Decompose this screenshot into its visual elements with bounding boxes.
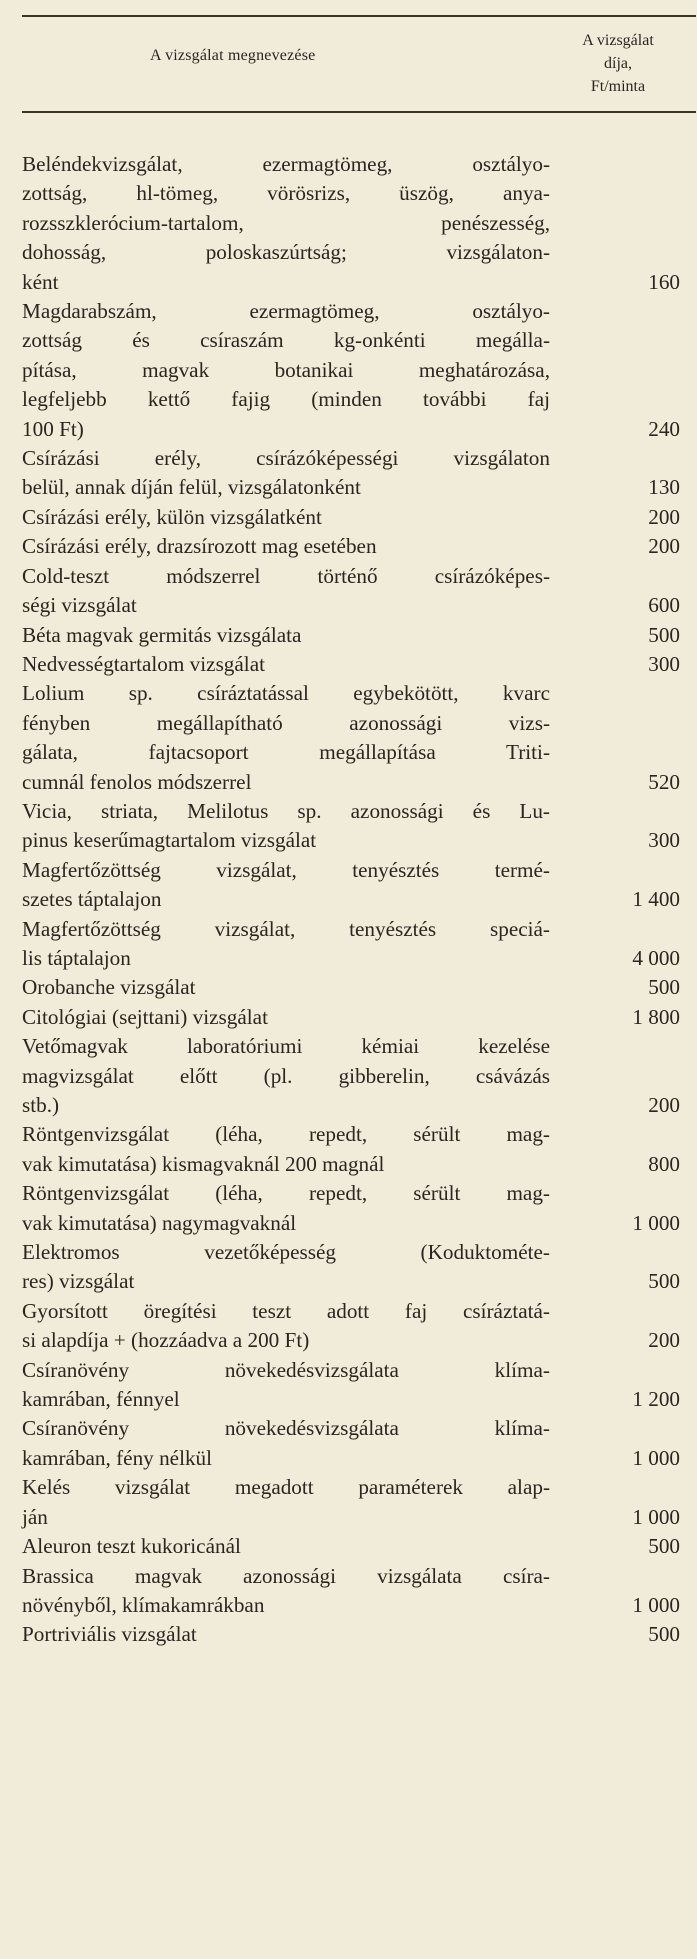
test-price: 200 (648, 504, 680, 529)
test-name-line: Portriviális vizsgálat (22, 1622, 197, 1647)
test-name-line: cumnál fenolos módszerrel (22, 769, 252, 794)
test-name-line: Magfertőzöttség vizsgálat, tenyésztés speciá- (22, 916, 550, 941)
test-name-line: Csíranövény növekedésvizsgálata klíma- (22, 1416, 550, 1441)
table-row (22, 1297, 680, 1356)
test-name-line: Gyorsított öregítési teszt adott faj csíráztatá- (22, 1298, 550, 1323)
table-row (22, 1356, 680, 1415)
test-name-line: kamrában, fénnyel (22, 1387, 180, 1412)
test-price: 130 (648, 475, 680, 500)
test-price: 200 (648, 1093, 680, 1117)
test-name-line: Aleuron teszt kukoricánál (22, 1534, 241, 1559)
test-name-line: belül, annak díján felül, vizsgálatonként (22, 475, 361, 500)
test-price: 240 (648, 416, 680, 441)
column-header-price-line: A vizsgálat (582, 32, 654, 49)
table-row (22, 532, 680, 561)
test-name (22, 150, 550, 297)
test-price: 1 000 (632, 1592, 680, 1617)
test-name-line: kamrában, fény nélkül (22, 1445, 213, 1470)
test-price: 1 000 (632, 1210, 680, 1235)
test-name (22, 621, 550, 650)
test-name-line: szetes táptalajon (22, 887, 162, 912)
table-row (22, 1238, 680, 1297)
test-name-line: Vicia, striata, Melilotus sp. azonossági és Lu- (22, 798, 550, 823)
table-row (22, 444, 680, 503)
test-name-line: Magfertőzöttség vizsgálat, tenyésztés termé- (22, 857, 550, 882)
test-name (22, 1414, 550, 1473)
top-rule (22, 15, 696, 17)
test-price: 500 (648, 975, 680, 1000)
test-name-line: fényben megállapítható azonossági vizs- (22, 710, 550, 735)
test-name-line: legfeljebb kettő fajig (minden további faj (22, 387, 550, 412)
test-name-line: ként (22, 269, 59, 294)
table-row (22, 679, 680, 797)
table-row (22, 797, 680, 856)
test-name (22, 1356, 550, 1415)
test-price: 1 000 (632, 1504, 680, 1529)
test-price: 500 (648, 622, 680, 647)
test-name-line: pítása, magvak botanikai meghatározása, (22, 357, 550, 382)
test-price: 500 (648, 1622, 680, 1647)
test-name-line: 100 Ft) (22, 416, 84, 441)
table-row (22, 562, 680, 621)
column-header-price-line: díja, (604, 55, 632, 72)
test-name (22, 1032, 550, 1120)
table-row (22, 1414, 680, 1473)
column-header-price (535, 29, 675, 98)
table-row (22, 1473, 680, 1532)
table-row (22, 503, 680, 532)
test-name-line: Beléndekvizsgálat, ezermagtömeg, osztályo- (22, 152, 550, 176)
test-name-line: Elektromos vezetőképesség (Koduktométe- (22, 1240, 550, 1265)
test-name-line: Csíranövény növekedésvizsgálata klíma- (22, 1357, 550, 1382)
header-rule (22, 111, 696, 113)
test-name-line: zottság és csíraszám kg-onkénti megálla- (22, 328, 550, 353)
test-name-line: Orobanche vizsgálat (22, 975, 196, 1000)
table-row (22, 621, 680, 650)
test-name (22, 1003, 550, 1032)
test-name (22, 856, 550, 915)
test-name (22, 1297, 550, 1356)
table-row (22, 1003, 680, 1032)
test-name-line: Röntgenvizsgálat (léha, repedt, sérült mag- (22, 1181, 550, 1206)
test-name-line: Béta magvak germitás vizsgálata (22, 622, 302, 647)
test-price: 1 400 (632, 887, 680, 912)
test-price: 200 (648, 534, 680, 559)
test-name-line: Vetőmagvak laboratóriumi kémiai kezelése (22, 1034, 550, 1059)
test-name-line: Nedvességtartalom vizsgálat (22, 651, 265, 676)
test-name-line: Cold-teszt módszerrel történő csírázóképes- (22, 563, 550, 588)
table-row (22, 856, 680, 915)
test-name-line: Magdarabszám, ezermagtömeg, osztályo- (22, 299, 550, 324)
table-row (22, 1120, 680, 1179)
table-row (22, 1562, 680, 1621)
table-row (22, 1620, 680, 1649)
price-table-body (22, 150, 680, 1650)
test-name (22, 797, 550, 856)
test-price: 1 000 (632, 1445, 680, 1470)
test-name-line: gálata, fajtacsoport megállapítása Triti- (22, 740, 550, 765)
test-name (22, 444, 550, 503)
test-name-line: zottság, hl-tömeg, vörösrizs, üszög, anya- (22, 181, 550, 206)
test-name (22, 1562, 550, 1621)
test-name-line: magvizsgálat előtt (pl. gibberelin, csávázás (22, 1063, 550, 1088)
test-price: 200 (648, 1328, 680, 1353)
test-price: 4 000 (632, 945, 680, 970)
table-row (22, 650, 680, 679)
test-name-line: pinus keserűmagtartalom vizsgálat (22, 828, 317, 853)
test-name-line: Citológiai (sejttani) vizsgálat (22, 1004, 268, 1029)
test-name-line: vak kimutatása) nagymagvaknál (22, 1210, 297, 1235)
test-name (22, 503, 550, 532)
test-name-line: si alapdíja + (hozzáadva a 200 Ft) (22, 1328, 310, 1353)
test-name (22, 973, 550, 1002)
test-name (22, 562, 550, 621)
test-name-line: Csírázási erély, külön vizsgálatként (22, 504, 322, 529)
test-name-line: stb.) (22, 1093, 60, 1117)
test-name (22, 1179, 550, 1238)
table-row (22, 1532, 680, 1561)
column-header-name: A vizsgálat megnevezése (150, 47, 316, 64)
test-name (22, 1238, 550, 1297)
table-row (22, 915, 680, 974)
test-price: 800 (648, 1151, 680, 1176)
test-name-line: Csírázási erély, drazsírozott mag esetében (22, 534, 377, 559)
test-name (22, 915, 550, 974)
test-name-line: Lolium sp. csíráztatással egybekötött, kvarc (22, 681, 550, 706)
test-name (22, 1120, 550, 1179)
test-name (22, 1532, 550, 1561)
table-row (22, 1032, 680, 1120)
test-price: 1 200 (632, 1387, 680, 1412)
test-name-line: lis táptalajon (22, 945, 131, 970)
test-name-line: dohosság, poloskaszúrtság; vizsgálaton- (22, 240, 550, 265)
test-name (22, 679, 550, 797)
table-row (22, 1179, 680, 1238)
test-price: 160 (648, 269, 680, 294)
test-name-line: Brassica magvak azonossági vizsgálata csíra- (22, 1563, 550, 1588)
test-name (22, 297, 550, 444)
test-name (22, 1620, 550, 1649)
test-name-line: res) vizsgálat (22, 1269, 135, 1294)
test-price: 600 (648, 593, 680, 618)
test-name-line: Kelés vizsgálat megadott paraméterek alap- (22, 1475, 550, 1500)
test-price: 500 (648, 1534, 680, 1559)
test-price: 520 (648, 769, 680, 794)
test-name-line: rozsszklerócium-tartalom, penészesség, (22, 210, 550, 235)
test-price: 300 (648, 651, 680, 676)
test-name-line: növényből, klímakamrákban (22, 1592, 265, 1617)
test-name (22, 532, 550, 561)
table-row (22, 973, 680, 1002)
test-name-line: ségi vizsgálat (22, 593, 137, 618)
test-price: 300 (648, 828, 680, 853)
test-name-line: vak kimutatása) kismagvaknál 200 magnál (22, 1151, 385, 1176)
table-row (22, 150, 680, 297)
test-name-line: Röntgenvizsgálat (léha, repedt, sérült mag- (22, 1122, 550, 1147)
test-name (22, 1473, 550, 1532)
test-price: 1 800 (632, 1004, 680, 1029)
test-name (22, 650, 550, 679)
column-header-price-line: Ft/minta (590, 78, 646, 95)
test-name-line: Csírázási erély, csírázóképességi vizsgálaton (22, 446, 550, 471)
test-price: 500 (648, 1269, 680, 1294)
table-row (22, 297, 680, 444)
test-name-line: ján (22, 1504, 48, 1529)
